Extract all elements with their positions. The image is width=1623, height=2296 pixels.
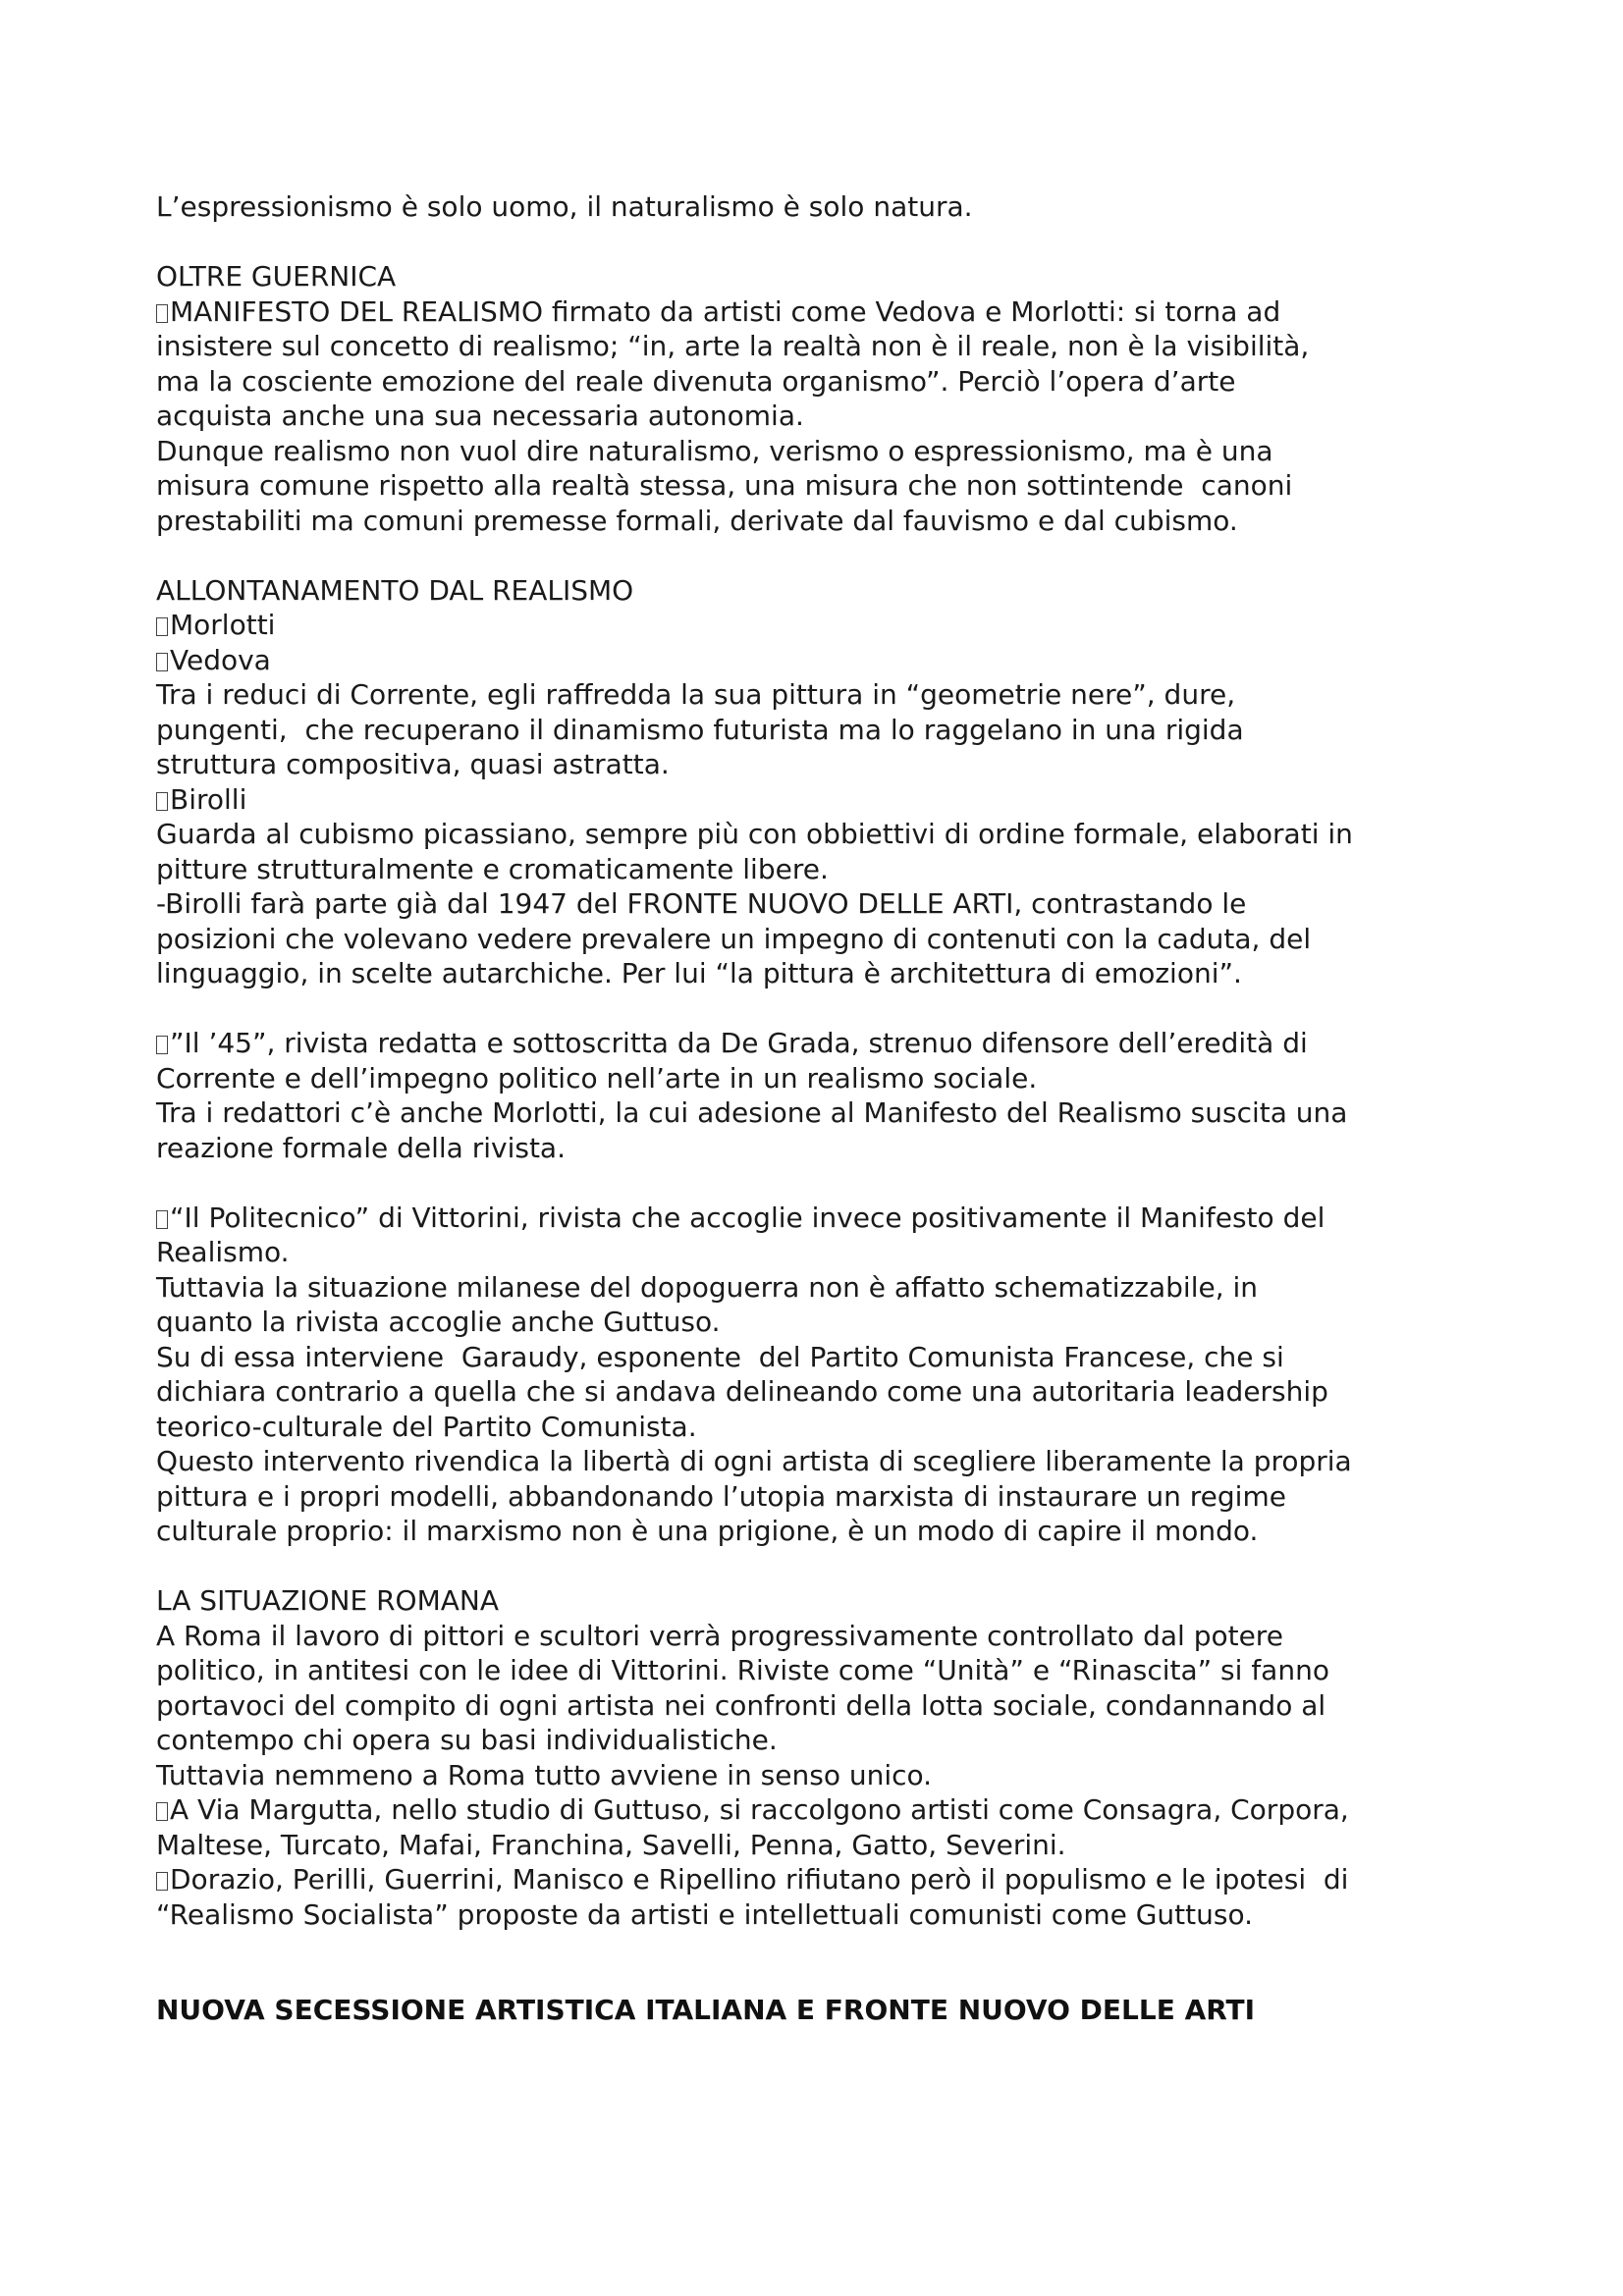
text-line: Tra i redattori c’è anche Morlotti, la cui adesione al Manifesto del Realismo suscita una bbox=[156, 1096, 1348, 1129]
section-heading-nuova-secessione: NUOVA SECESSIONE ARTISTICA ITALIANA E FRONTE NUOVO DELLE ARTI bbox=[156, 1994, 1256, 2026]
text-line: pittura e i propri modelli, abbandonando l’utopia marxista di instaurare un regime bbox=[156, 1479, 1286, 1513]
blank-line bbox=[156, 538, 1511, 573]
text-line: portavoci del compito di ogni artista nei confronti della lotta sociale, condannando al bbox=[156, 1688, 1326, 1722]
text-line: culturale proprio: il marxismo non è una prigione, è un modo di capire il mondo. bbox=[156, 1515, 1259, 1547]
intro-line: L’espressionismo è solo uomo, il naturalismo è solo natura. bbox=[156, 190, 973, 223]
text-line: Tuttavia nemmeno a Roma tutto avviene in senso unico. bbox=[156, 1758, 933, 1791]
missing-glyph-box-icon bbox=[156, 1036, 168, 1054]
text-line: Corrente e dell’impegno politico nell’arte in un realismo sociale. bbox=[156, 1061, 1038, 1095]
text-line: Maltese, Turcato, Mafai, Franchina, Savelli, Penna, Gatto, Severini. bbox=[156, 1828, 1066, 1861]
missing-glyph-box-icon bbox=[156, 617, 168, 636]
text-line: Tuttavia la situazione milanese del dopoguerra non è affatto schematizzabile, in bbox=[156, 1270, 1259, 1304]
text-line: contempo chi opera su basi individualistiche. bbox=[156, 1724, 778, 1756]
missing-glyph-box-icon bbox=[156, 304, 168, 323]
text-line: posizioni che volevano vedere prevalere un impegno di contenuti con la caduta, del bbox=[156, 922, 1312, 955]
missing-glyph-box-icon bbox=[156, 1802, 168, 1821]
text-line: Guarda al cubismo picassiano, sempre più con obbiettivi di ordine formale, elaborati in bbox=[156, 818, 1353, 850]
list-item-morlotti: Morlotti bbox=[156, 608, 1511, 643]
list-item-via-margutta: A Via Margutta, nello studio di Guttuso, si raccolgono artisti come Consagra, Corpora, bbox=[156, 1792, 1511, 1828]
list-item-il-45: ”Il ’45”, rivista redatta e sottoscritta da De Grada, strenuo difensore dell’eredità di bbox=[156, 1026, 1511, 1061]
page-body bbox=[156, 189, 1511, 2028]
blank-line bbox=[156, 1549, 1511, 1584]
text-line: -Birolli farà parte già dal 1947 del FRONTE NUOVO DELLE ARTI, contrastando le bbox=[156, 887, 1247, 920]
blank-line bbox=[156, 991, 1511, 1027]
list-item-vedova: Vedova bbox=[156, 643, 1511, 678]
text-line: ma la cosciente emozione del reale divenuta organismo”. Perciò l’opera d’arte bbox=[156, 364, 1236, 398]
text-line: prestabiliti ma comuni premesse formali, derivate dal fauvismo e dal cubismo. bbox=[156, 504, 1238, 537]
blank-line bbox=[156, 1932, 1511, 1993]
text-line: dichiara contrario a quella che si andava delineando come una autoritaria leadership bbox=[156, 1375, 1328, 1408]
section-title-situazione-romana: LA SITUAZIONE ROMANA bbox=[156, 1584, 500, 1617]
missing-glyph-box-icon bbox=[156, 1872, 168, 1891]
list-item-dorazio: Dorazio, Perilli, Guerrini, Manisco e Ripellino rifiutano però il populismo e le ipotesi di bbox=[156, 1862, 1511, 1897]
text-line: “Realismo Socialista” proposte da artisti e intellettuali comunisti come Guttuso. bbox=[156, 1897, 1253, 1931]
text-line: struttura compositiva, quasi astratta. bbox=[156, 748, 670, 780]
text-line: politico, in antitesi con le idee di Vittorini. Riviste come “Unità” e “Rinascita” si fanno bbox=[156, 1654, 1329, 1686]
section-title-oltre-guernica: OLTRE GUERNICA bbox=[156, 260, 397, 293]
text-line: misura comune rispetto alla realtà stessa, una misura che non sottintende canoni bbox=[156, 469, 1293, 502]
section-title-allontanamento: ALLONTANAMENTO DAL REALISMO bbox=[156, 573, 634, 607]
blank-line bbox=[156, 1165, 1511, 1201]
blank-line bbox=[156, 225, 1511, 260]
text-line: acquista anche una sua necessaria autonomia. bbox=[156, 400, 804, 432]
text-line: quanto la rivista accoglie anche Guttuso. bbox=[156, 1306, 721, 1338]
text-line: pitture strutturalmente e cromaticamente libere. bbox=[156, 852, 829, 885]
text-line: MANIFESTO DEL REALISMO firmato da artisti come Vedova e Morlotti: si torna ad bbox=[156, 294, 1511, 330]
text-line: Su di essa interviene Garaudy, esponente del Partito Comunista Francese, che si bbox=[156, 1340, 1284, 1373]
text-line: Tra i reduci di Corrente, egli raffredda la sua pittura in “geometrie nere”, dure, bbox=[156, 678, 1236, 711]
list-item-birolli: Birolli bbox=[156, 782, 1511, 818]
missing-glyph-box-icon bbox=[156, 653, 168, 671]
missing-glyph-box-icon bbox=[156, 792, 168, 811]
missing-glyph-box-icon bbox=[156, 1210, 168, 1229]
text-line: Dunque realismo non vuol dire naturalismo, verismo o espressionismo, ma è una bbox=[156, 434, 1273, 467]
text-line: reazione formale della rivista. bbox=[156, 1131, 566, 1164]
text-line: teorico-culturale del Partito Comunista. bbox=[156, 1410, 697, 1443]
text-line: linguaggio, in scelte autarchiche. Per lui “la pittura è architettura di emozioni”. bbox=[156, 957, 1242, 989]
text-line: pungenti, che recuperano il dinamismo futurista ma lo raggelano in una rigida bbox=[156, 713, 1244, 746]
text-line: insistere sul concetto di realismo; “in, arte la realtà non è il reale, non è la visibilità, bbox=[156, 330, 1310, 362]
text-line: A Roma il lavoro di pittori e scultori verrà progressivamente controllato dal potere bbox=[156, 1619, 1283, 1652]
text-line: Realismo. bbox=[156, 1236, 290, 1268]
list-item-politecnico: “Il Politecnico” di Vittorini, rivista che accoglie invece positivamente il Manifesto del bbox=[156, 1201, 1511, 1236]
text-line: Questo intervento rivendica la libertà di ogni artista di scegliere liberamente la propria bbox=[156, 1445, 1352, 1477]
